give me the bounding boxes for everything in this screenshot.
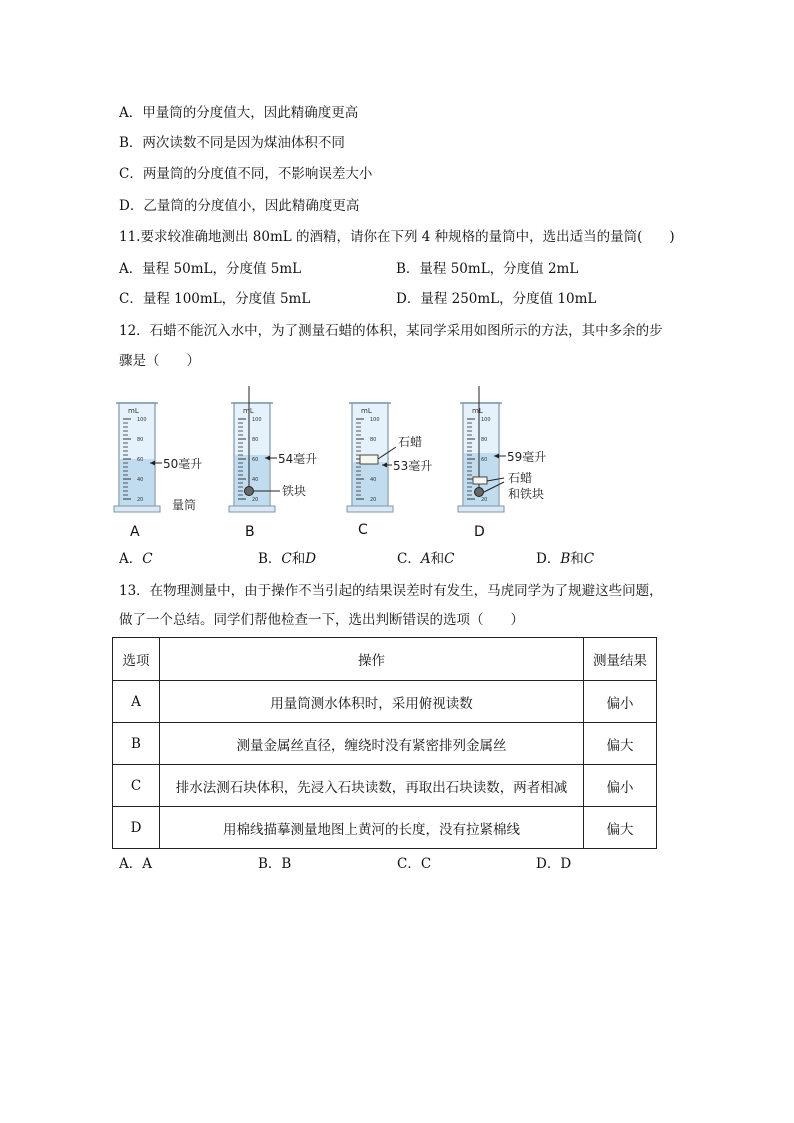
cyl-d-label-line2: 和铁块	[508, 487, 545, 501]
table-row	[113, 681, 657, 723]
cyl-c-letter: C	[358, 522, 368, 538]
cylinder-a	[114, 403, 202, 540]
q13-stem-line1: 13．在物理测量中，由于操作不当引起的结果误差时有发生，马虎同学为了规避这些问题，	[119, 583, 663, 599]
cyl-d-letter: D	[474, 524, 485, 540]
cyl-d-scale-80: 80	[481, 437, 488, 443]
q11-option-d: D．量程 250mL，分度值 10mL	[396, 291, 597, 307]
q10-option-b: B．两次读数不同是因为煤油体积不同	[119, 135, 345, 151]
q13-table	[112, 637, 657, 849]
row-b-result: 偏大	[584, 723, 657, 765]
q13-option-c: C．C	[397, 856, 432, 872]
q13-option-a: A．A	[119, 856, 152, 872]
q12-option-b: B．C和D	[258, 551, 317, 567]
cyl-a-scale-20: 20	[137, 497, 144, 503]
cyl-d-unit: mL	[472, 407, 483, 415]
cyl-c-reading: 53毫升	[393, 459, 433, 473]
cyl-d-reading: 59毫升	[507, 450, 547, 464]
cyl-b-reading: 54毫升	[278, 452, 318, 466]
cyl-a-scale-100: 100	[137, 417, 147, 423]
row-c-option: C	[113, 765, 160, 807]
q11-stem: 11.要求较准确地测出 80mL 的酒精，请你在下列 4 种规格的量筒中，选出适当的量筒( )	[119, 229, 675, 245]
cyl-b-label: 铁块	[282, 484, 307, 498]
row-a-operation: 用量筒测水体积时，采用俯视读数	[160, 681, 584, 723]
row-c-operation: 排水法测石块体积，先浸入石块读数，再取出石块读数，两者相减	[160, 765, 584, 807]
cyl-a-scale-40: 40	[137, 477, 144, 483]
cyl-d-scale-60: 60	[481, 457, 488, 463]
q11-option-a: A．量程 50mL，分度值 5mL	[119, 261, 302, 277]
cyl-b-scale-80: 80	[252, 437, 259, 443]
cyl-c-scale-40: 40	[370, 477, 377, 483]
q12-option-d: D．B和C	[536, 551, 595, 567]
cyl-a-unit: mL	[128, 407, 139, 415]
cyl-b-unit: mL	[243, 407, 254, 415]
header-result: 测量结果	[584, 638, 657, 681]
q12-option-a: A．C	[119, 551, 153, 567]
cyl-c-scale-80: 80	[370, 437, 377, 443]
table-row	[113, 723, 657, 765]
q12-option-c: C．A和C	[397, 551, 455, 567]
header-option: 选项	[113, 638, 160, 681]
q12-cylinder-figure	[0, 0, 794, 560]
cyl-a-letter: A	[130, 524, 140, 540]
row-b-operation: 测量金属丝直径，缠绕时没有紧密排列金属丝	[160, 723, 584, 765]
q13-option-d: D．D	[536, 856, 572, 872]
q13-stem-line2: 做了一个总结。同学们帮他检查一下，选出判断错误的选项（ ）	[119, 612, 524, 628]
cyl-c-label: 石蜡	[398, 435, 423, 449]
cyl-a-label: 量筒	[172, 498, 197, 512]
cyl-c-unit: mL	[361, 407, 372, 415]
cyl-a-scale-80: 80	[137, 437, 144, 443]
table-row	[113, 765, 657, 807]
cyl-a-scale-60: 60	[137, 457, 144, 463]
row-d-result: 偏大	[584, 807, 657, 849]
row-d-operation: 用棉线描摹测量地图上黄河的长度，没有拉紧棉线	[160, 807, 584, 849]
cylinder-d	[458, 386, 546, 540]
q11-option-b: B．量程 50mL，分度值 2mL	[396, 261, 579, 277]
q11-option-c: C．量程 100mL，分度值 5mL	[119, 291, 311, 307]
row-a-result: 偏小	[584, 681, 657, 723]
table-header-row	[113, 638, 657, 681]
row-d-option: D	[113, 807, 160, 849]
cyl-a-reading: 50毫升	[163, 457, 203, 471]
cyl-c-scale-100: 100	[370, 417, 380, 423]
q13-option-b: B．B	[258, 856, 292, 872]
row-c-result: 偏小	[584, 765, 657, 807]
cyl-c-scale-20: 20	[370, 497, 377, 503]
cyl-b-scale-60: 60	[252, 457, 259, 463]
q10-option-d: D．乙量筒的分度值小，因此精确度更高	[119, 198, 360, 214]
cyl-d-label-line1: 石蜡	[508, 471, 533, 485]
q10-option-a: A．甲量筒的分度值大，因此精确度更高	[119, 105, 359, 121]
cyl-b-scale-20: 20	[252, 497, 259, 503]
cylinder-b	[229, 386, 317, 540]
cyl-b-letter: B	[245, 524, 255, 540]
q12-stem-line1: 12．石蜡不能沉入水中，为了测量石蜡的体积，某同学采用如图所示的方法，其中多余的步	[119, 323, 663, 339]
cyl-b-scale-40: 40	[252, 477, 259, 483]
row-b-option: B	[113, 723, 160, 765]
q12-stem-line2: 骤是（ ）	[119, 353, 200, 369]
cyl-d-scale-100: 100	[481, 417, 491, 423]
cyl-b-scale-100: 100	[252, 417, 262, 423]
cyl-d-scale-20: 20	[481, 497, 488, 503]
header-operation: 操作	[160, 638, 584, 681]
table-row	[113, 807, 657, 849]
cylinder-c	[347, 403, 432, 538]
q10-option-c: C．两量筒的分度值不同，不影响误差大小	[119, 166, 373, 182]
row-a-option: A	[113, 681, 160, 723]
